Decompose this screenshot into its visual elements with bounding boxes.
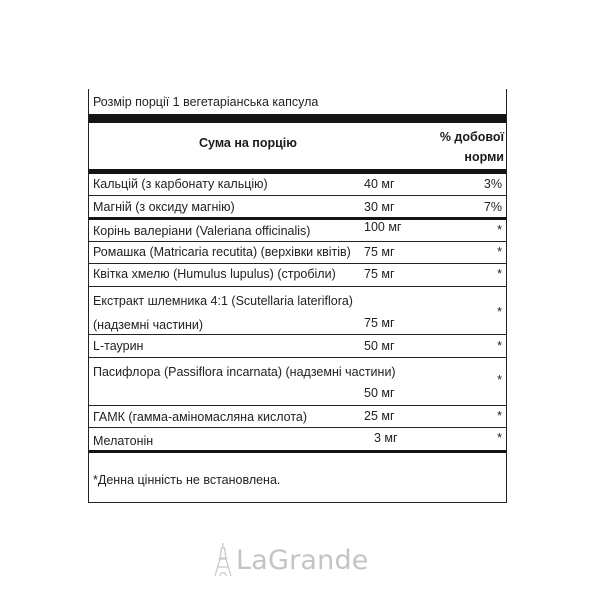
table-row [89,174,506,196]
ingredient-name: ГАМК (гамма-аміномасляна кислота) [93,410,308,424]
ingredient-daily-value: 3% [483,177,502,191]
ingredient-amount: 40 мг [364,177,395,191]
ingredient-daily-value: * [497,267,502,281]
eiffel-tower-icon [212,542,234,578]
daily-value-heading [434,127,504,167]
ingredient-name: L-таурин [93,339,144,353]
ingredient-daily-value: * [497,305,502,319]
table-row [89,220,506,242]
ingredient-name: Магній (з оксиду магнію) [93,200,235,214]
ingredient-daily-value: 7% [483,200,502,214]
ingredient-amount: 75 мг [364,316,395,330]
ingredient-name: Пасифлора (Passiflora incarnata) (надземні частини) [93,365,396,379]
table-row [89,406,506,428]
ingredient-daily-value: * [497,339,502,353]
ingredient-name: Екстракт шлемника 4:1 (Scutellaria lateriflora) [93,294,353,308]
ingredient-name: Кальцій (з карбонату кальцію) [93,177,268,191]
ingredient-name: Квітка хмелю (Humulus lupulus) (стробіли) [93,267,336,281]
watermark [212,540,369,580]
table-row [89,242,506,264]
ingredient-daily-value: * [497,373,502,387]
daily-value-heading-line2: норми [464,150,504,164]
table-row [89,358,506,406]
ingredient-daily-value: * [497,409,502,423]
table-row [89,287,506,335]
ingredient-amount: 50 мг [364,339,395,353]
ingredient-daily-value: * [497,223,502,237]
ingredient-name: Мелатонін [93,434,154,448]
ingredient-name: Корінь валеріани (Valeriana officinalis) [93,224,311,238]
ingredient-daily-value: * [497,245,502,259]
table-row [89,196,506,220]
table-row [89,264,506,287]
table-row [89,335,506,358]
ingredient-amount: 75 мг [364,267,395,281]
table-row [89,428,506,453]
serving-size: Розмір порції 1 вегетаріанська капсула [93,95,319,109]
ingredient-name: Ромашка (Matricaria recutita) (верхівки квітів) [93,245,351,259]
ingredient-daily-value: * [497,431,502,445]
ingredient-amount: 3 мг [374,431,398,445]
table-header [89,123,506,164]
daily-value-footnote: *Денна цінність не встановлена. [93,473,281,487]
ingredient-amount: 30 мг [364,200,395,214]
supplement-facts-panel [88,89,507,503]
ingredient-amount: 75 мг [364,245,395,259]
amount-per-serving-heading: Сума на порцію [199,136,297,150]
ingredient-name-continued: (надземні частини) [93,318,204,332]
daily-value-heading-line1: % добової [439,130,504,144]
ingredient-amount: 50 мг [364,386,395,400]
ingredient-amount: 25 мг [364,409,395,423]
ingredient-amount: 100 мг [364,220,402,234]
watermark-text: LaGrande [236,544,369,576]
top-divider-bar [89,114,506,123]
